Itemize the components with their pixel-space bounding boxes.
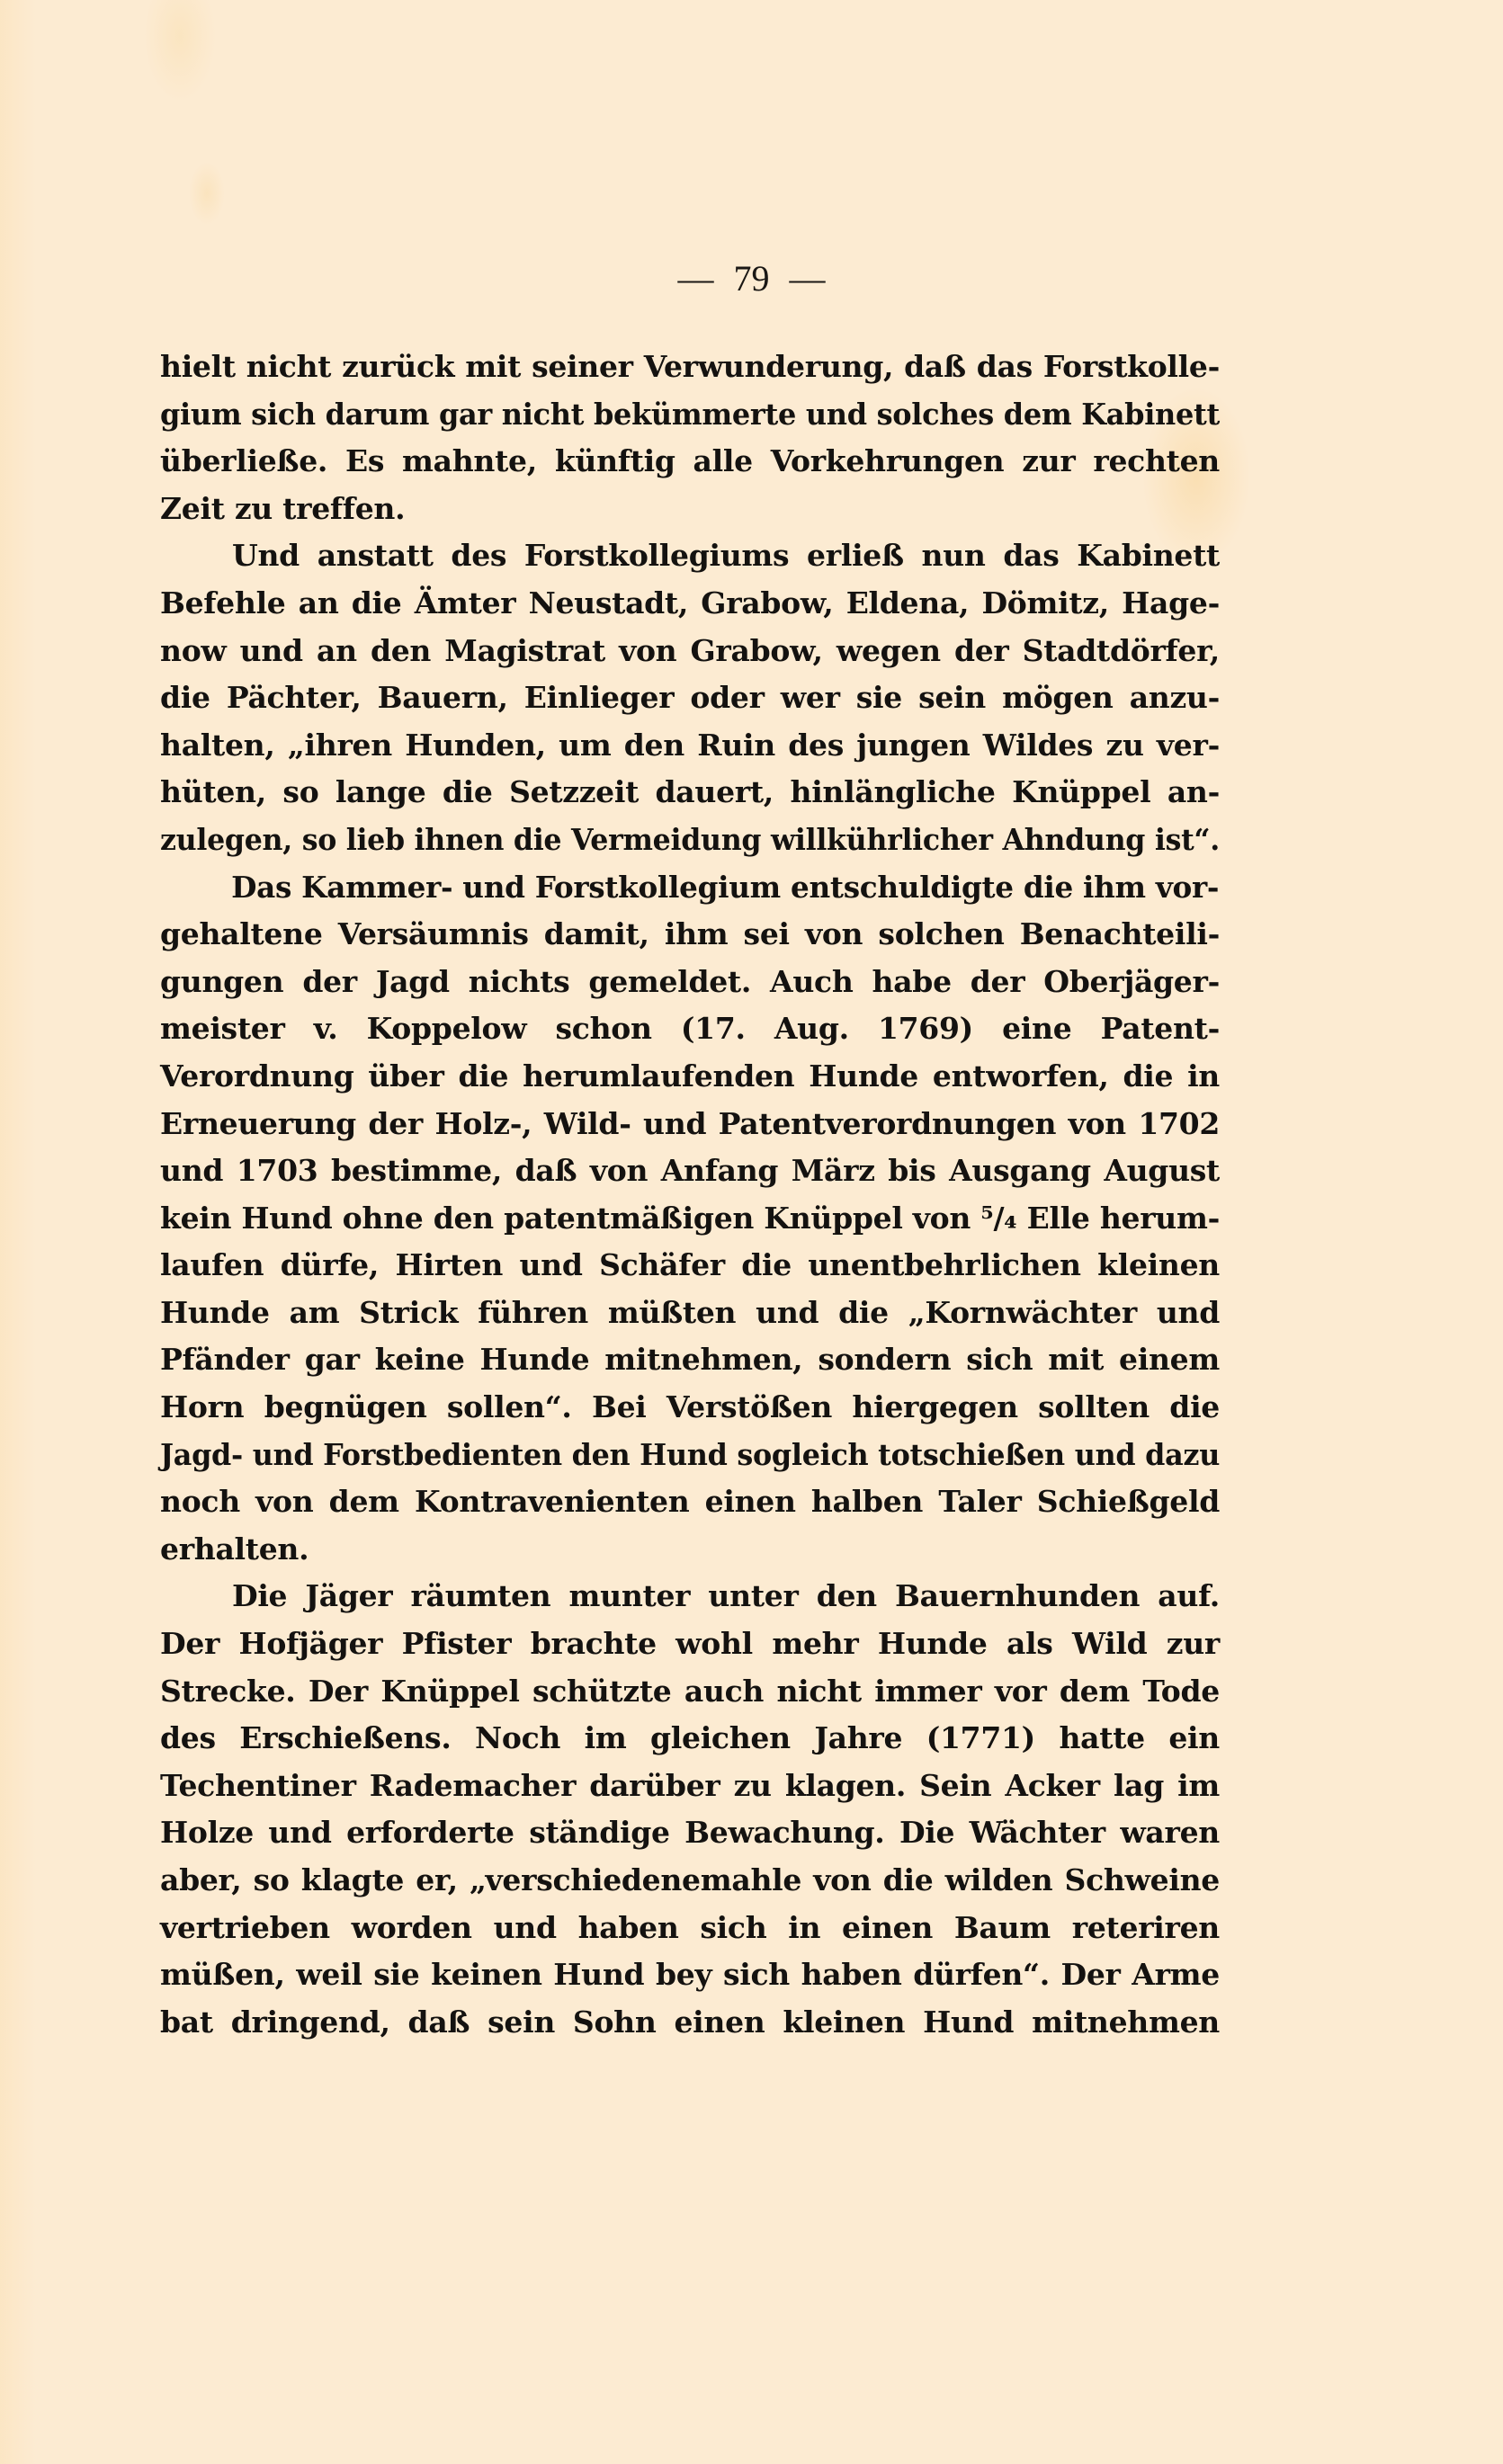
paragraph xyxy=(160,344,1220,532)
text-line: Zeit zu treffen. xyxy=(160,490,406,526)
text-line: Verordnung über die herumlaufenden Hunde entworfen, die in xyxy=(160,1058,1220,1094)
text-line: Pfänder gar keine Hunde mitnehmen, sondern sich mit einem xyxy=(160,1342,1220,1378)
text-line: hielt nicht zurück mit seiner Verwunderung, daß das Forstkolle- xyxy=(160,349,1220,384)
text-line: Und anstatt des Forstkollegiums erließ nun das Kabinett xyxy=(232,538,1220,574)
text-line: und 1703 bestimme, daß von Anfang März bis Ausgang August xyxy=(160,1153,1220,1189)
text-line: Strecke. Der Knüppel schützte auch nicht immer vor dem Tode xyxy=(160,1673,1220,1709)
text-line: now und an den Magistrat von Grabow, wegen der Stadtdörfer, xyxy=(160,632,1220,668)
text-line: erhalten. xyxy=(160,1531,309,1567)
text-line: Die Jäger räumten munter unter den Bauernhunden auf. xyxy=(232,1578,1220,1614)
text-line: zulegen, so lieb ihnen die Vermeidung willkührlicher Ahndung ist“. xyxy=(160,821,1221,857)
text-line: müßen, weil sie keinen Hund bey sich haben dürfen“. Der Arme xyxy=(160,1957,1220,1993)
text-line: gehaltene Versäumnis damit, ihm sei von solchen Benachteili- xyxy=(160,916,1220,952)
page-number xyxy=(0,257,1503,300)
text-line: Horn begnügen sollen“. Bei Verstößen hiergegen sollten die xyxy=(160,1389,1220,1425)
text-line: bat dringend, daß sein Sohn einen kleinen Hund mitnehmen xyxy=(160,2004,1220,2040)
text-line: des Erschießens. Noch im gleichen Jahre (1771) hatte ein xyxy=(160,1720,1220,1756)
paragraph xyxy=(160,1573,1220,2046)
text-line: vertrieben worden und haben sich in einen Baum reteriren xyxy=(160,1909,1220,1945)
body-text xyxy=(160,344,1220,2046)
text-line: hüten, so lange die Setzzeit dauert, hinlängliche Knüppel an- xyxy=(160,774,1220,810)
text-line: Erneuerung der Holz-, Wild- und Patentverordnungen von 1702 xyxy=(160,1105,1220,1141)
text-line: Jagd- und Forstbedienten den Hund sogleich totschießen und dazu xyxy=(160,1436,1221,1472)
text-line: laufen dürfe, Hirten und Schäfer die unentbehrlichen kleinen xyxy=(160,1247,1220,1283)
page-number-value: 79 xyxy=(733,258,770,299)
page-number-dash-right: — xyxy=(789,258,826,299)
text-line: Das Kammer- und Forstkollegium entschuldigte die ihm vor- xyxy=(231,869,1220,905)
paragraph xyxy=(160,864,1220,1574)
text-line: halten, „ihren Hunden, um den Ruin des jungen Wildes zu ver- xyxy=(160,727,1220,763)
text-line: Befehle an die Ämter Neustadt, Grabow, Eldena, Dömitz, Hage- xyxy=(160,585,1220,620)
text-line: gungen der Jagd nichts gemeldet. Auch habe der Oberjäger- xyxy=(160,963,1220,999)
text-line: überließe. Es mahnte, künftig alle Vorkehrungen zur rechten xyxy=(160,443,1220,479)
page-number-dash-left: — xyxy=(677,258,714,299)
text-line: aber, so klagte er, „verschiedenemahle von die wilden Schweine xyxy=(160,1862,1220,1897)
text-line: meister v. Koppelow schon (17. Aug. 1769) eine Patent- xyxy=(160,1011,1220,1047)
text-line: kein Hund ohne den patentmäßigen Knüppel von ⁵/₄ Elle herum- xyxy=(160,1200,1220,1236)
text-line: Holze und erforderte ständige Bewachung. Die Wächter waren xyxy=(160,1815,1220,1851)
text-line: Der Hofjäger Pfister brachte wohl mehr Hunde als Wild zur xyxy=(160,1626,1220,1662)
text-line: Techentiner Rademacher darüber zu klagen. Sein Acker lag im xyxy=(160,1767,1220,1803)
text-line: noch von dem Kontravenienten einen halben Taler Schießgeld xyxy=(160,1484,1220,1520)
text-line: Hunde am Strick führen müßten und die „Kornwächter und xyxy=(160,1294,1220,1330)
paragraph xyxy=(160,532,1220,863)
text-line: die Pächter, Bauern, Einlieger oder wer sie sein mögen anzu- xyxy=(160,680,1220,716)
text-line: gium sich darum gar nicht bekümmerte und solches dem Kabinett xyxy=(160,396,1220,432)
